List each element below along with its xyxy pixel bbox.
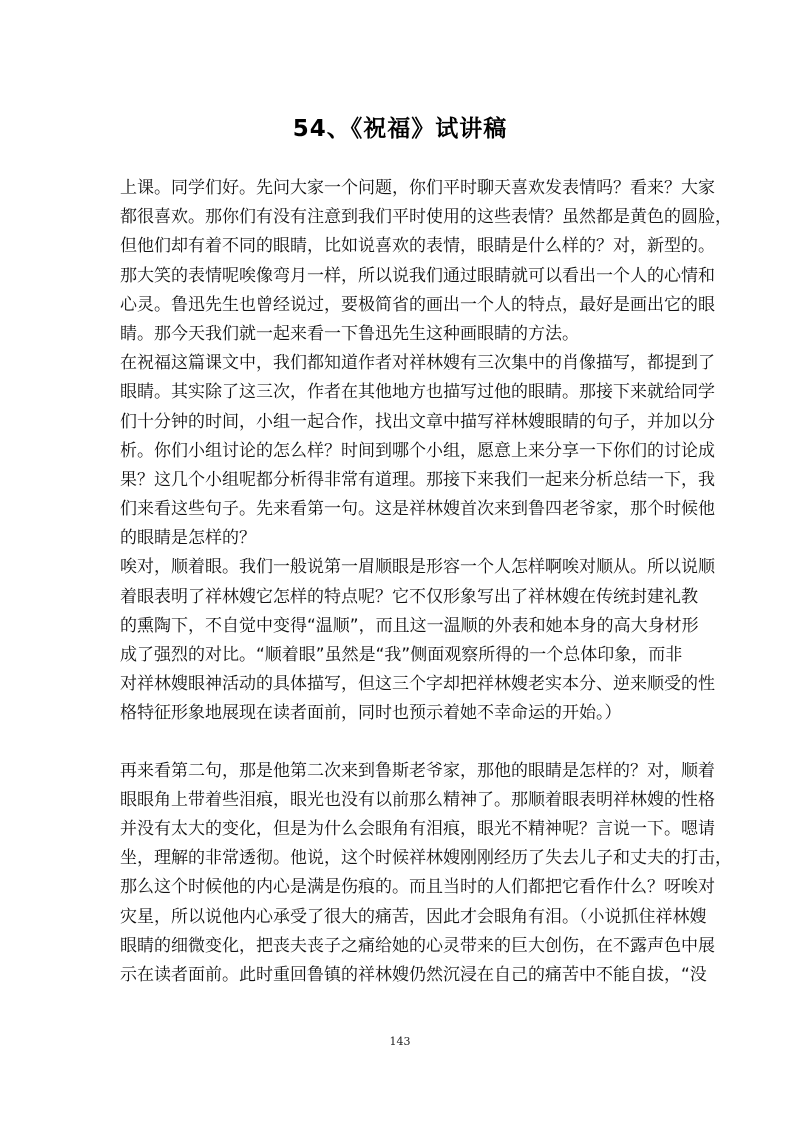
text-line: 的眼睛是怎样的？ xyxy=(120,528,256,549)
text-line: 睛。那今天我们就一起来看一下鲁迅先生这种画眼睛的方法。 xyxy=(120,323,579,344)
text-line: 再来看第二句，那是他第二次来到鲁斯老爷家，那他的眼睛是怎样的？对，顺着 xyxy=(120,760,715,781)
page-title: 54、《祝福》试讲稿 xyxy=(292,116,508,142)
text-line: 坐，理解的非常透彻。他说，这个时候祥林嫂刚刚经历了失去儿子和丈夫的打击， xyxy=(120,848,732,869)
text-line: 唉对，顺着眼。我们一般说第一眉顺眼是形容一个人怎样啊唉对顺从。所以说顺 xyxy=(120,557,715,578)
text-line: 眼眼角上带着些泪痕，眼光也没有以前那么精神了。那顺着眼表明祥林嫂的性格 xyxy=(120,789,715,810)
text-line: 眼睛的细微变化，把丧夫丧子之痛给她的心灵带来的巨大创伤，在不露声色中展 xyxy=(120,935,715,956)
text-line: 的熏陶下，不自觉中变得“温顺”，而且这一温顺的外表和她本身的高大身材形 xyxy=(120,615,699,636)
text-line: 示在读者面前。此时重回鲁镇的祥林嫂仍然沉浸在自己的痛苦中不能自拔，“没 xyxy=(120,964,707,985)
text-line: 都很喜欢。那你们有没有注意到我们平时使用的这些表情？虽然都是黄色的圆脸， xyxy=(120,207,732,228)
text-line: 那么这个时候他的内心是满是伤痕的。而且当时的人们都把它看作什么？呀唉对 xyxy=(120,877,715,898)
text-line: 对祥林嫂眼神活动的具体描写，但这三个字却把祥林嫂老实本分、逆来顺受的性 xyxy=(120,674,715,695)
text-line: 但他们却有着不同的眼睛，比如说喜欢的表情，眼睛是什么样的？对，新型的。 xyxy=(120,236,715,257)
page-number: 143 xyxy=(389,1035,411,1048)
text-line: 们十分钟的时间，小组一起合作，找出文章中描写祥林嫂眼睛的句子，并加以分 xyxy=(120,411,715,432)
text-line: 成了强烈的对比。“顺着眼”虽然是“我”侧面观察所得的一个总体印象，而非 xyxy=(120,645,683,665)
text-line: 灾星，所以说他内心承受了很大的痛苦，因此才会眼角有泪。（小说抓住祥林嫂 xyxy=(120,906,707,927)
text-line: 心灵。鲁迅先生也曾经说过，要极简省的画出一个人的特点，最好是画出它的眼 xyxy=(120,294,715,315)
text-line: 格特征形象地展现在读者面前，同时也预示着她不幸命运的开始。） xyxy=(120,703,622,724)
text-line: 那大笑的表情呢唉像弯月一样，所以说我们通过眼睛就可以看出一个人的心情和 xyxy=(120,265,715,286)
paragraph-gap xyxy=(120,729,690,757)
text-line: 果？这几个小组呢都分析得非常有道理。那接下来我们一起来分析总结一下，我 xyxy=(120,469,715,490)
text-line: 们来看这些句子。先来看第一句。这是祥林嫂首次来到鲁四老爷家，那个时候他 xyxy=(120,499,715,520)
text-line: 上课。同学们好。先问大家一个问题，你们平时聊天喜欢发表情吗？看来？大家 xyxy=(120,178,715,198)
text-line: 眼睛。其实除了这三次，作者在其他地方也描写过他的眼睛。那接下来就给同学 xyxy=(120,382,715,403)
body-text xyxy=(120,174,732,990)
text-line: 在祝福这篇课文中，我们都知道作者对祥林嫂有三次集中的肖像描写，都提到了 xyxy=(120,353,715,374)
text-line: 并没有太大的变化，但是为什么会眼角有泪痕，眼光不精神呢？言说一下。嗯请 xyxy=(120,818,715,839)
text-line: 析。你们小组讨论的怎么样？时间到哪个小组，愿意上来分享一下你们的讨论成 xyxy=(120,440,715,461)
text-line: 着眼表明了祥林嫂它怎样的特点呢？它不仅形象写出了祥林嫂在传统封建礼教 xyxy=(120,586,698,607)
